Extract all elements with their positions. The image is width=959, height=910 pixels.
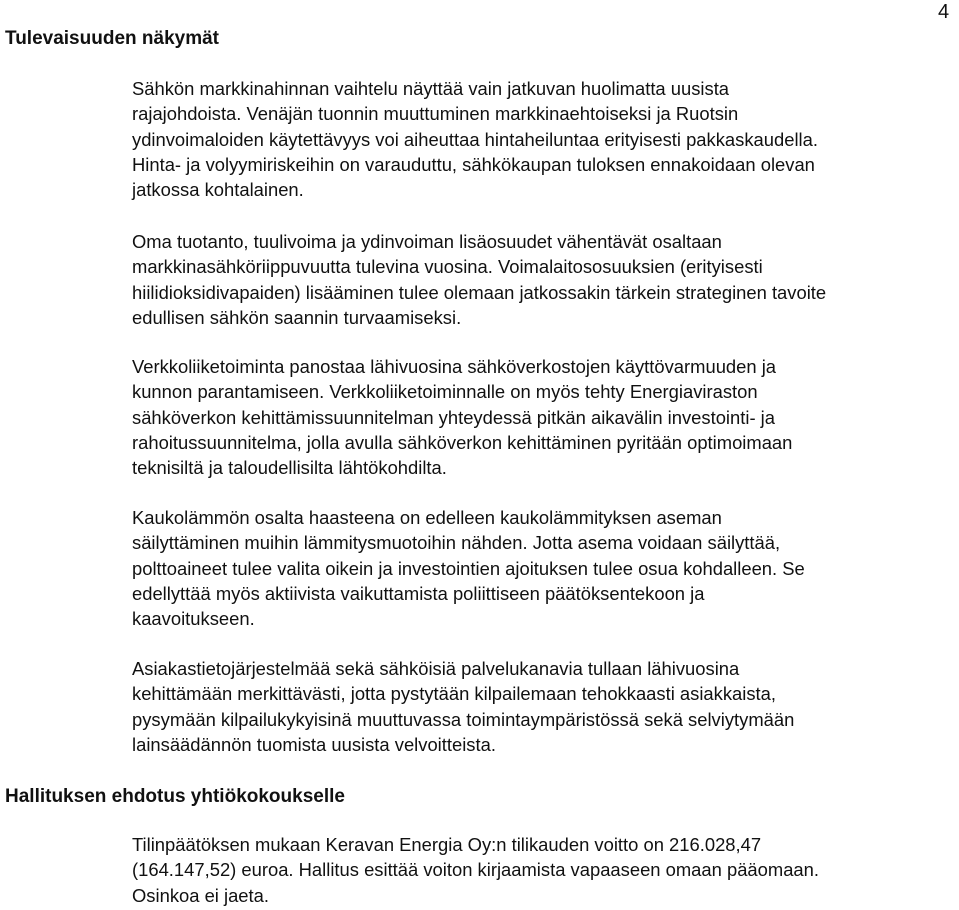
paragraph-electricity-market xyxy=(132,76,958,202)
paragraph-profit-proposal xyxy=(132,832,958,908)
text-line: Kaukolämmön osalta haasteena on edelleen kaukolämmityksen aseman xyxy=(132,507,722,528)
text-line: Hinta- ja volyymiriskeihin on varauduttu, sähkökaupan tuloksen ennakoidaan olevan xyxy=(132,153,815,175)
text-line: pysymään kilpailukykyisinä muuttuvassa toimintaympäristössä sekä selviytymään xyxy=(132,708,795,730)
text-line: kaavoitukseen. xyxy=(132,608,255,630)
text-line: teknisiltä ja taloudellisilta lähtökohdilta. xyxy=(132,457,447,479)
paragraph-network-business xyxy=(132,354,958,480)
text-line: (164.147,52) euroa. Hallitus esittää voiton kirjaamista vapaaseen omaan pääomaan. xyxy=(132,859,819,881)
text-line: rajajohdoista. Venäjän tuonnin muuttuminen markkinaehtoiseksi ja Ruotsin xyxy=(132,103,739,125)
text-line: jatkossa kohtalainen. xyxy=(132,179,304,201)
paragraph-customer-systems xyxy=(132,656,958,757)
text-line: markkinasähköriippuvuutta tulevina vuosina. Voimalaitososuuksien (erityisesti xyxy=(132,256,763,278)
text-line: Verkkoliiketoiminta panostaa lähivuosina sähköverkostojen käyttövarmuuden ja xyxy=(132,356,777,377)
text-line: Osinkoa ei jaeta. xyxy=(132,884,269,906)
text-line: Sähkön markkinahinnan vaihtelu näyttää vain jatkuvan huolimatta uusista xyxy=(132,78,730,99)
section-heading-board-proposal: Hallituksen ehdotus yhtiökokoukselle xyxy=(5,786,345,807)
text-line: Asiakastietojärjestelmää sekä sähköisiä palvelukanavia tullaan lähivuosina xyxy=(132,658,740,679)
paragraph-own-production xyxy=(132,229,958,330)
text-line: Tilinpäätöksen mukaan Keravan Energia Oy:n tilikauden voitto on 216.028,47 xyxy=(132,834,762,855)
text-line: rahoitussuunnitelma, jolla avulla sähköverkon kehittäminen pyritään optimoimaan xyxy=(132,431,793,453)
text-line: ydinvoimaloiden käytettävyys voi aiheuttaa hintaheiluntaa erityisesti pakkaskaudella. xyxy=(132,128,818,150)
text-line: sähköverkon kehittämissuunnitelman yhteydessä pitkän aikavälin investointi- ja xyxy=(132,406,775,428)
text-line: edullisen sähkön saannin turvaamiseksi. xyxy=(132,306,462,328)
page-number: 4 xyxy=(938,1,950,23)
text-line: lainsäädännön tuomista uusista velvoitteista. xyxy=(132,733,496,755)
paragraph-district-heating xyxy=(132,505,958,631)
text-line: Oma tuotanto, tuulivoima ja ydinvoiman lisäosuudet vähentävät osaltaan xyxy=(132,231,722,252)
section-heading-future-outlook: Tulevaisuuden näkymät xyxy=(5,28,219,49)
text-line: säilyttäminen muihin lämmitysmuotoihin nähden. Jotta asema voidaan säilyttää, xyxy=(132,532,781,554)
text-line: hiilidioksidivapaiden) lisääminen tulee olemaan jatkossakin tärkein strateginen tavoite xyxy=(132,281,827,303)
text-line: polttoaineet tulee valita oikein ja investointien ajoituksen tulee osua kohdalleen. Se xyxy=(132,557,805,579)
text-line: kehittämään merkittävästi, jotta pystytään kilpailemaan tehokkaasti asiakkaista, xyxy=(132,683,776,705)
text-line: kunnon parantamiseen. Verkkoliiketoiminnalle on myös tehty Energiaviraston xyxy=(132,381,758,403)
text-line: edellyttää myös aktiivista vaikuttamista poliittiseen päätöksentekoon ja xyxy=(132,582,705,604)
